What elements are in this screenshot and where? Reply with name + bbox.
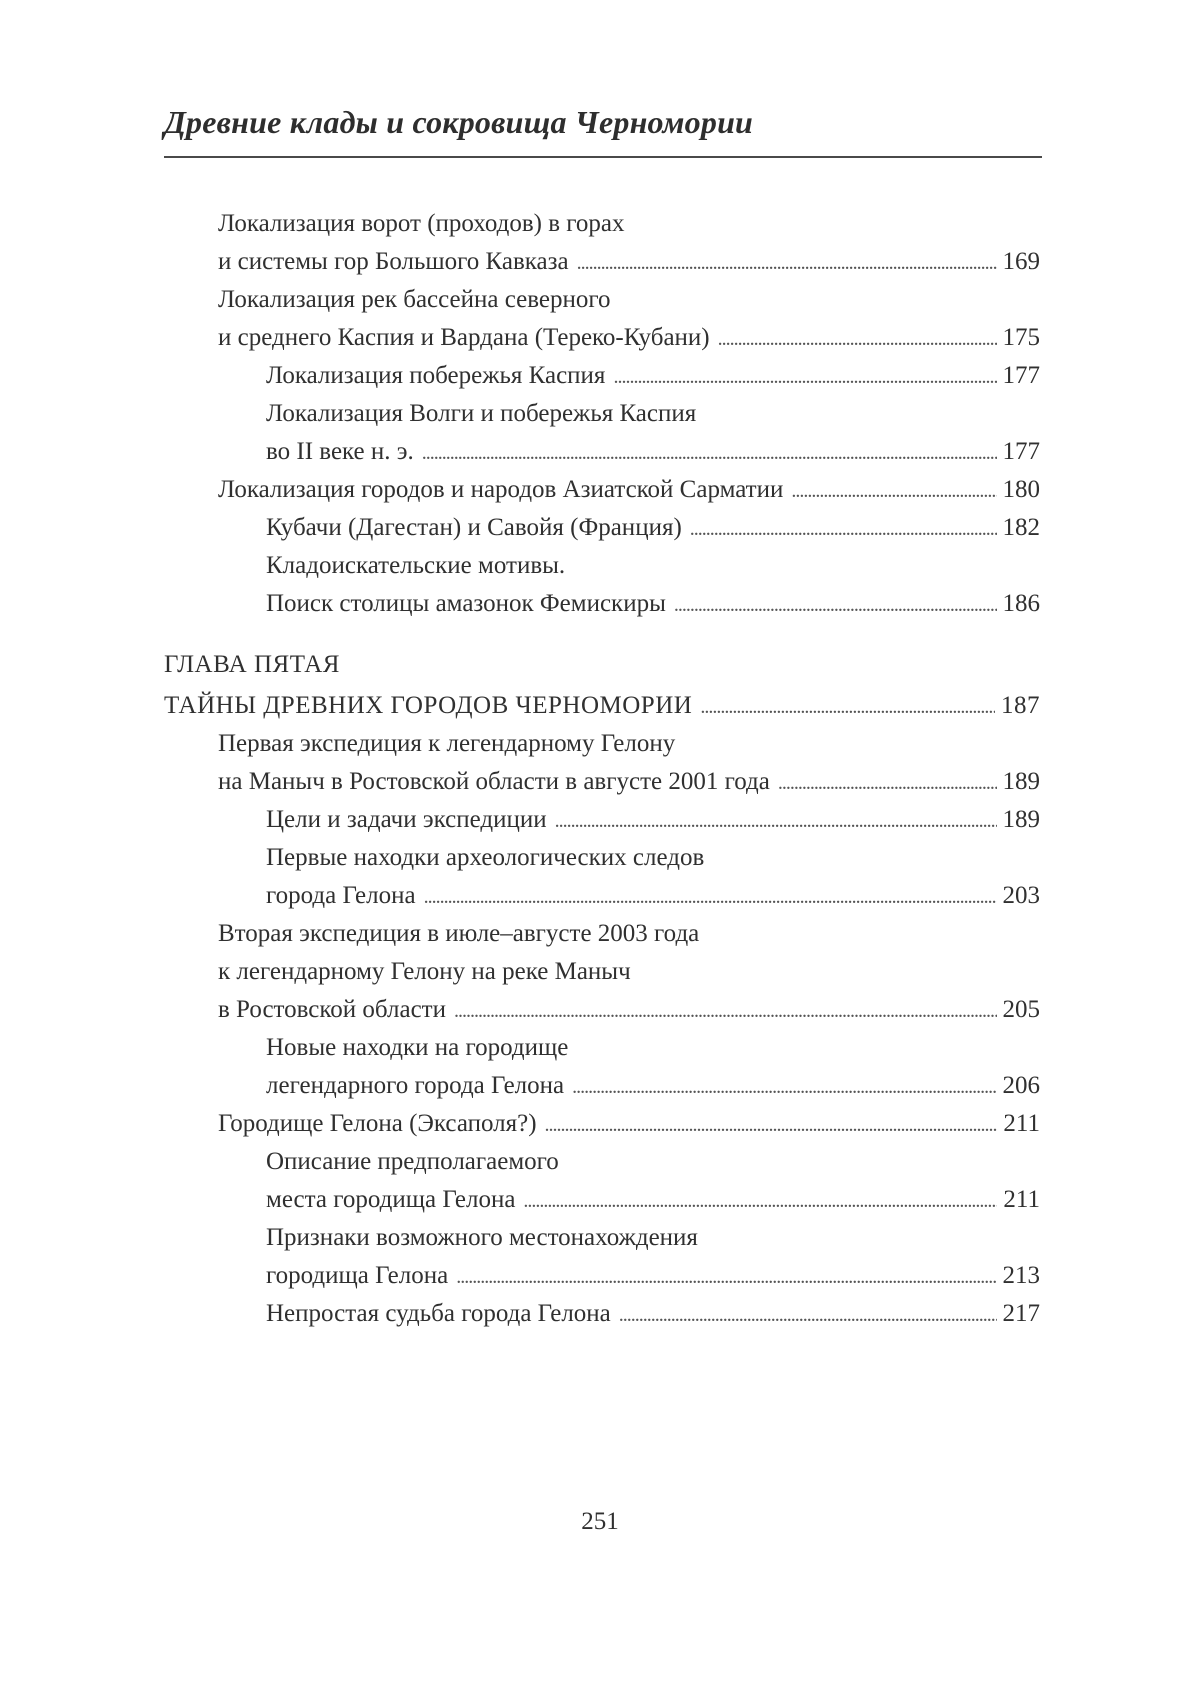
toc-entry bbox=[218, 242, 1040, 282]
toc-entry-title: Первая экспедиция к легендарному Гелону bbox=[218, 730, 676, 757]
toc-entry-title: Кубачи (Дагестан) и Савойя (Франция) bbox=[266, 514, 682, 541]
dot-leader bbox=[690, 509, 997, 549]
toc-entry-title: ГЛАВА ПЯТАЯ bbox=[164, 651, 340, 678]
dot-leader bbox=[619, 1295, 997, 1335]
toc-entry-title: Локализация побережья Каспия bbox=[266, 362, 606, 389]
dot-leader bbox=[424, 877, 997, 917]
toc-entry bbox=[266, 546, 1040, 586]
toc-chapter-line bbox=[164, 645, 1040, 685]
toc-entry-title: Описание предполагаемого bbox=[266, 1148, 559, 1175]
dot-leader bbox=[523, 1181, 997, 1221]
toc-entry-title: Признаки возможного местонахождения bbox=[266, 1224, 698, 1251]
toc-entry-title: Городище Гелона (Эксаполя?) bbox=[218, 1110, 537, 1137]
toc-page-number: 211 bbox=[1003, 1110, 1040, 1137]
dot-leader bbox=[791, 471, 996, 511]
toc-entry bbox=[218, 470, 1040, 510]
toc-entry bbox=[266, 584, 1040, 624]
toc-entry bbox=[218, 318, 1040, 358]
toc-page-number: 213 bbox=[1002, 1262, 1040, 1289]
toc-entry-title: во II веке н. э. bbox=[266, 438, 414, 465]
toc-entry-title: Локализация рек бассейна северного bbox=[218, 286, 611, 313]
running-head: Древние клады и сокровища Черномории bbox=[164, 104, 754, 140]
toc-page-number: 182 bbox=[1002, 514, 1040, 541]
toc-chapter-line bbox=[164, 686, 1040, 726]
toc-page-number: 211 bbox=[1003, 1186, 1040, 1213]
toc-entry-title: городища Гелона bbox=[266, 1262, 449, 1289]
toc-entry bbox=[218, 280, 1040, 320]
dot-leader bbox=[778, 763, 997, 803]
toc-entry bbox=[218, 1104, 1040, 1144]
toc-entry bbox=[266, 800, 1040, 840]
toc-entry bbox=[218, 990, 1040, 1030]
toc-entry-title: к легендарному Гелону на реке Маныч bbox=[218, 958, 631, 985]
toc-entry bbox=[218, 914, 1040, 954]
toc-page-number: 203 bbox=[1002, 882, 1040, 909]
toc-page-number: 187 bbox=[1001, 692, 1040, 719]
page-number: 251 bbox=[581, 1508, 619, 1535]
dot-leader bbox=[718, 319, 997, 359]
dot-leader bbox=[456, 1257, 996, 1297]
toc-entry-title: Непростая судьба города Гелона bbox=[266, 1300, 611, 1327]
toc-entry-title: Локализация Волги и побережья Каспия bbox=[266, 400, 697, 427]
toc-entry-title: Локализация городов и народов Азиатской Сарматии bbox=[218, 476, 784, 503]
toc-entry-title: ТАЙНЫ ДРЕВНИХ ГОРОДОВ ЧЕРНОМОРИИ bbox=[164, 692, 693, 719]
toc-entry bbox=[218, 952, 1040, 992]
toc-entry-title: места городища Гелона bbox=[266, 1186, 516, 1213]
toc-entry-title: легендарного города Гелона bbox=[266, 1072, 565, 1099]
dot-leader bbox=[700, 687, 995, 727]
toc-entry bbox=[266, 1066, 1040, 1106]
toc-page-number: 189 bbox=[1002, 806, 1040, 833]
toc-entry bbox=[218, 762, 1040, 802]
toc-entry-title: Поиск столицы амазонок Фемискиры bbox=[266, 590, 666, 617]
toc-entry-title: и системы гор Большого Кавказа bbox=[218, 248, 569, 275]
dot-leader bbox=[674, 585, 997, 625]
toc-entry bbox=[266, 1180, 1040, 1220]
toc-page-number: 177 bbox=[1002, 362, 1040, 389]
toc-entry-title: в Ростовской области bbox=[218, 996, 446, 1023]
header-rule bbox=[164, 156, 1042, 158]
dot-leader bbox=[422, 433, 997, 473]
toc-entry-title: Вторая экспедиция в июле–августе 2003 года bbox=[218, 920, 700, 947]
toc-entry bbox=[218, 724, 1040, 764]
toc-page-number: 180 bbox=[1002, 476, 1040, 503]
toc-entry bbox=[266, 1028, 1040, 1068]
toc-entry bbox=[266, 432, 1040, 472]
toc-entry bbox=[266, 1294, 1040, 1334]
toc-entry-title: Первые находки археологических следов bbox=[266, 844, 705, 871]
toc-entry-title: города Гелона bbox=[266, 882, 416, 909]
toc-entry bbox=[266, 876, 1040, 916]
dot-leader bbox=[545, 1105, 998, 1145]
toc-entry-title: и среднего Каспия и Вардана (Тереко-Кубани) bbox=[218, 324, 710, 351]
toc-page-number: 205 bbox=[1002, 996, 1040, 1023]
toc-page-number: 217 bbox=[1002, 1300, 1040, 1327]
dot-leader bbox=[613, 357, 996, 397]
toc-entry bbox=[266, 838, 1040, 878]
dot-leader bbox=[555, 801, 997, 841]
toc-page-number: 175 bbox=[1002, 324, 1040, 351]
toc-page-number: 189 bbox=[1002, 768, 1040, 795]
toc-entry bbox=[266, 394, 1040, 434]
toc-entry-title: Цели и задачи экспедиции bbox=[266, 806, 547, 833]
toc-entry bbox=[266, 1142, 1040, 1182]
toc-entry bbox=[266, 1218, 1040, 1258]
toc-entry-title: Новые находки на городище bbox=[266, 1034, 569, 1061]
toc-entry-title: Локализация ворот (проходов) в горах bbox=[218, 210, 625, 237]
dot-leader bbox=[577, 243, 997, 283]
toc-page-number: 177 bbox=[1002, 438, 1040, 465]
toc-entry bbox=[266, 356, 1040, 396]
dot-leader bbox=[572, 1067, 996, 1107]
toc-page-number: 206 bbox=[1002, 1072, 1040, 1099]
toc-entry-title: Кладоискательские мотивы. bbox=[266, 552, 566, 579]
toc-entry bbox=[266, 508, 1040, 548]
toc-page-number: 186 bbox=[1002, 590, 1040, 617]
toc-entry bbox=[266, 1256, 1040, 1296]
toc-page-number: 169 bbox=[1002, 248, 1040, 275]
toc-entry-title: на Маныч в Ростовской области в августе 2001 года bbox=[218, 768, 770, 795]
dot-leader bbox=[454, 991, 997, 1031]
toc-entry bbox=[218, 204, 1040, 244]
